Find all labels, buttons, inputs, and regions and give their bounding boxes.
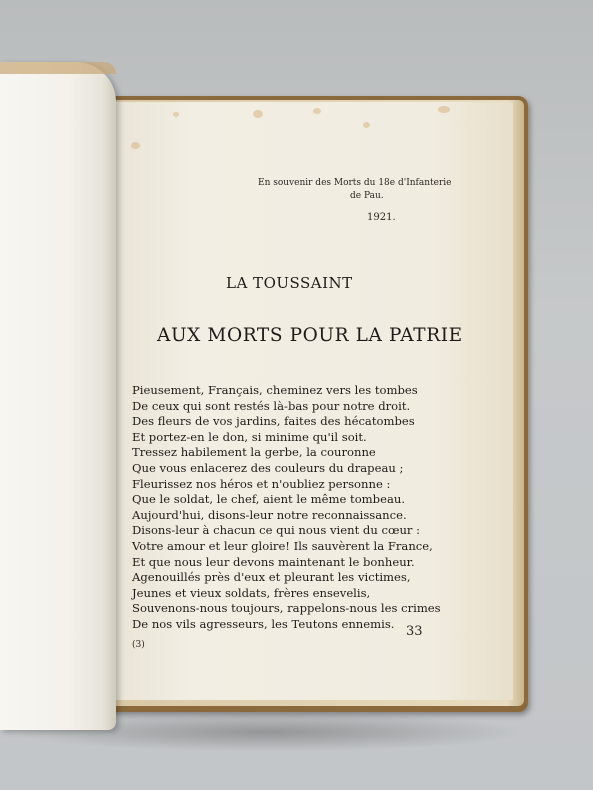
foxing-spot [438,106,450,113]
poem-body [132,383,512,633]
poem-line: Que vous enlacerez des couleurs du drapeau ; [132,460,404,475]
poem-line: Souvenons-nous toujours, rappelons-nous les crimes [132,601,441,616]
dedication-line-1: En souvenir des Morts du 18e d'Infanterie [258,178,452,188]
poem-line: De ceux qui sont restés là-bas pour notre droit. [132,398,411,413]
foxing-spot [363,122,370,128]
poem-subtitle: AUX MORTS POUR LA PATRIE [157,325,463,346]
signature-mark: (3) [132,640,145,650]
poem-line: Fleurissez nos héros et n'oubliez personne : [132,476,391,491]
poem-line: De nos vils agresseurs, les Teutons ennemis. [132,616,395,631]
left-page [0,62,116,730]
dedication-line-2: de Pau. [350,191,384,201]
dedication [258,177,468,203]
poem-line: Agenouillés près d'eux et pleurant les victimes, [132,570,411,585]
poem-line: Votre amour et leur gloire! Ils sauvèrent la France, [132,538,433,553]
poem-line: Tressez habilement la gerbe, la couronne [132,445,376,460]
poem-line: Pieusement, Français, cheminez vers les tombes [132,383,418,397]
foxing-spot [313,108,321,114]
foxing-spot [173,112,179,117]
left-page-top-edge [0,62,116,74]
foxing-spot [131,142,140,149]
poem-line: Et que nous leur devons maintenant le bonheur. [132,554,415,569]
poem-line: Que le soldat, le chef, aient le même tombeau. [132,492,406,507]
poem-title: LA TOUSSAINT [226,274,353,292]
poem-line: Disons-leur à chacun ce qui nous vient du cœur : [132,523,421,538]
poem-line: Aujourd'hui, disons-leur notre reconnaissance. [132,507,407,522]
page-number: 33 [406,624,423,639]
poem-line: Et portez-en le don, si minime qu'il soit. [132,429,367,444]
dedication-year: 1921. [367,212,396,223]
poem-line: Jeunes et vieux soldats, frères ensevelis, [132,585,371,600]
foxing-spot [253,110,263,118]
poem-line: Des fleurs de vos jardins, faites des hécatombes [132,414,415,429]
